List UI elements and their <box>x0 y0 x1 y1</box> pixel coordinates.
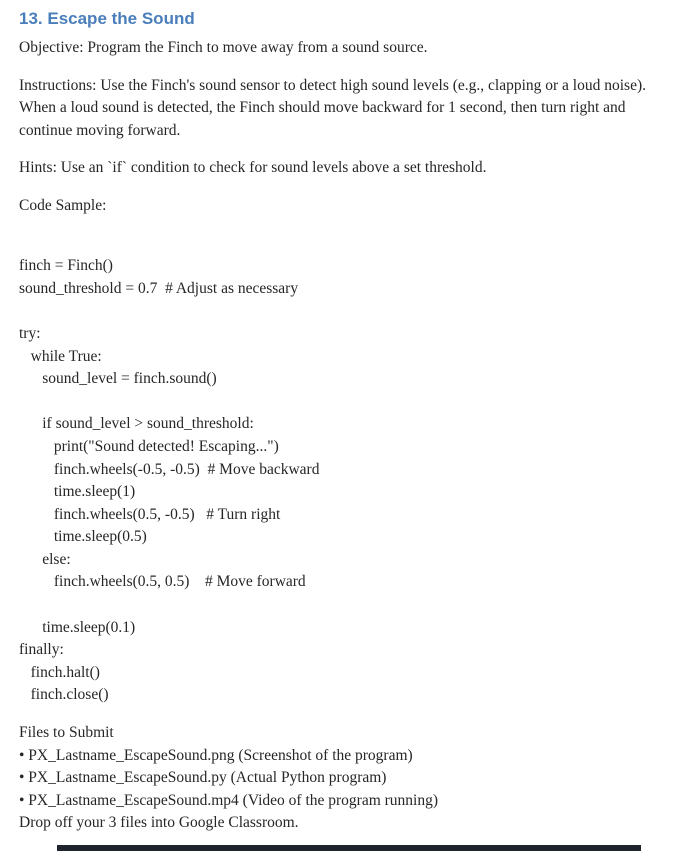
code-line: time.sleep(0.1) <box>19 618 136 636</box>
file-item: • PX_Lastname_EscapeSound.py (Actual Python program) <box>19 769 387 787</box>
code-line: time.sleep(1) <box>19 483 136 501</box>
code-line: finch.wheels(0.5, -0.5) # Turn right <box>19 505 281 523</box>
code-line: sound_threshold = 0.7 # Adjust as necessary <box>19 279 299 297</box>
code-block <box>19 233 669 707</box>
code-line: finally: <box>19 641 64 659</box>
code-line <box>19 233 669 256</box>
files-section <box>19 722 669 835</box>
instructions-text: Instructions: Use the Finch's sound sensor to detect high sound levels (e.g., clapping or a loud noise). When a loud sound is detected, the Finch should move backward for 1 second, then turn right and continue moving forward. <box>19 76 646 139</box>
code-line: print("Sound detected! Escaping...") <box>19 437 279 455</box>
dropoff-text: Drop off your 3 files into Google Classroom. <box>19 814 299 832</box>
code-line: finch.halt() <box>19 663 100 681</box>
files-list <box>19 745 669 813</box>
code-line: sound_level = finch.sound() <box>19 370 217 388</box>
code-line <box>19 391 669 414</box>
code-line <box>19 594 669 617</box>
code-line: if sound_level > sound_threshold: <box>19 415 254 433</box>
files-heading: Files to Submit <box>19 724 114 742</box>
page-title: 13. Escape the Sound <box>19 9 195 28</box>
code-line: time.sleep(0.5) <box>19 528 147 546</box>
code-line: finch.wheels(-0.5, -0.5) # Move backward <box>19 460 320 478</box>
file-item: • PX_Lastname_EscapeSound.mp4 (Video of the program running) <box>19 791 439 809</box>
hints-text: Hints: Use an `if` condition to check for sound levels above a set threshold. <box>19 159 487 177</box>
code-line: while True: <box>19 347 102 365</box>
code-line: finch.close() <box>19 686 109 704</box>
file-item: • PX_Lastname_EscapeSound.png (Screenshot of the program) <box>19 746 413 764</box>
code-line <box>19 300 669 323</box>
cut-off-next-element-bar <box>57 845 641 851</box>
objective-text: Objective: Program the Finch to move away from a sound source. <box>19 39 428 56</box>
code-sample-label: Code Sample: <box>19 196 107 214</box>
code-line: try: <box>19 324 41 342</box>
code-line: finch = Finch() <box>19 257 113 275</box>
code-line: else: <box>19 550 71 568</box>
code-line: finch.wheels(0.5, 0.5) # Move forward <box>19 573 306 591</box>
